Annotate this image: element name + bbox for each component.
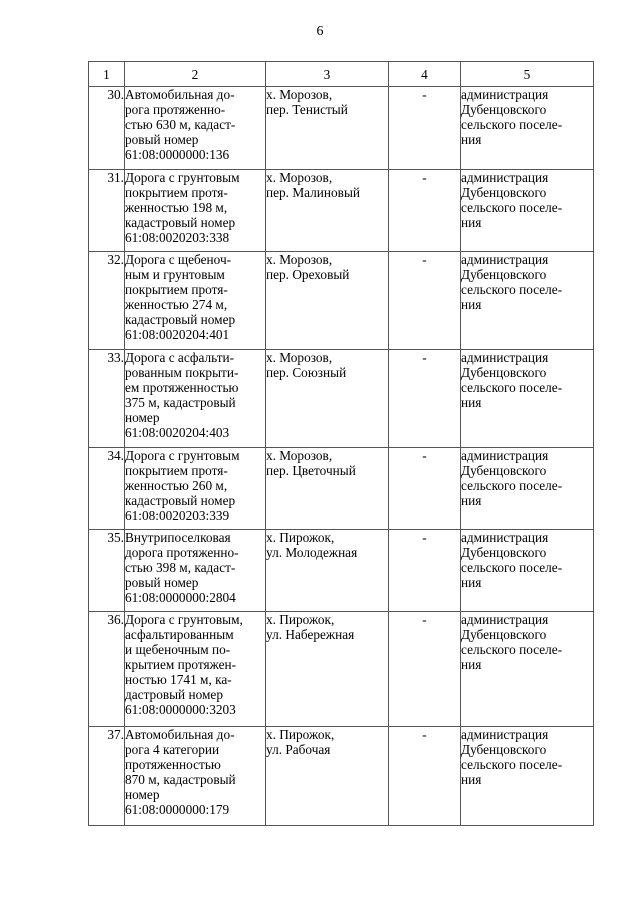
road-administration bbox=[461, 727, 594, 826]
header-col-2: 2 bbox=[125, 62, 266, 87]
road-administration-line: сельского поселе- bbox=[461, 478, 563, 493]
road-address bbox=[266, 87, 389, 170]
row-number: 37. bbox=[89, 727, 125, 826]
road-description bbox=[125, 612, 266, 727]
road-address-line: пер. Союзный bbox=[266, 365, 347, 380]
header-col-3: 3 bbox=[266, 62, 389, 87]
road-description-line: асфальтированным bbox=[125, 627, 234, 642]
road-address-line: х. Пирожок, bbox=[266, 727, 335, 742]
road-description bbox=[125, 350, 266, 448]
table-row bbox=[89, 87, 594, 170]
road-description-line: 61:08:0000000:3203 bbox=[125, 702, 236, 717]
road-description-line: женностью 274 м, bbox=[125, 297, 228, 312]
row-number: 32. bbox=[89, 252, 125, 350]
page-number: 6 bbox=[316, 24, 324, 39]
column-4-value: - bbox=[389, 170, 461, 252]
road-address-line: пер. Тенистый bbox=[266, 102, 348, 117]
road-description-line: дорога протяженно- bbox=[125, 545, 239, 560]
road-administration-line: сельского поселе- bbox=[461, 757, 563, 772]
road-description-line: 61:08:0000000:136 bbox=[125, 147, 230, 162]
road-administration-line: сельского поселе- bbox=[461, 380, 563, 395]
road-administration-line: сельского поселе- bbox=[461, 560, 563, 575]
road-administration-line: администрация bbox=[461, 727, 549, 742]
road-description-line: дастровый номер bbox=[125, 687, 223, 702]
row-number: 35. bbox=[89, 530, 125, 612]
road-address-line: ул. Набережная bbox=[266, 627, 355, 642]
road-description-line: Внутрипоселковая bbox=[125, 530, 231, 545]
column-4-value: - bbox=[389, 727, 461, 826]
road-address bbox=[266, 727, 389, 826]
road-administration-line: администрация bbox=[461, 170, 549, 185]
road-description bbox=[125, 87, 266, 170]
road-address-line: ул. Рабочая bbox=[266, 742, 331, 757]
road-description-line: номер bbox=[125, 787, 160, 802]
road-administration bbox=[461, 170, 594, 252]
road-address-line: пер. Цветочный bbox=[266, 463, 356, 478]
column-4-value: - bbox=[389, 530, 461, 612]
road-address bbox=[266, 170, 389, 252]
table-row bbox=[89, 170, 594, 252]
road-administration-line: Дубенцовского bbox=[461, 267, 547, 282]
road-address-line: х. Морозов, bbox=[266, 252, 333, 267]
road-description-line: женностью 260 м, bbox=[125, 478, 228, 493]
road-administration-line: администрация bbox=[461, 252, 549, 267]
road-administration-line: сельского поселе- bbox=[461, 282, 563, 297]
road-address-line: х. Пирожок, bbox=[266, 612, 335, 627]
header-col-5: 5 bbox=[461, 62, 594, 87]
road-description-line: 61:08:0020203:339 bbox=[125, 508, 230, 523]
road-administration-line: сельского поселе- bbox=[461, 117, 563, 132]
road-administration bbox=[461, 530, 594, 612]
table-row bbox=[89, 252, 594, 350]
road-description-line: рованным покрыти- bbox=[125, 365, 239, 380]
table-row bbox=[89, 612, 594, 727]
road-address-line: х. Пирожок, bbox=[266, 530, 335, 545]
road-administration-line: ния bbox=[461, 772, 482, 787]
road-description-line: ровый номер bbox=[125, 575, 199, 590]
road-administration bbox=[461, 612, 594, 727]
row-number: 36. bbox=[89, 612, 125, 727]
road-address-line: х. Морозов, bbox=[266, 87, 333, 102]
road-address-line: х. Морозов, bbox=[266, 350, 333, 365]
road-description-line: кадастровый номер bbox=[125, 215, 236, 230]
road-administration-line: Дубенцовского bbox=[461, 463, 547, 478]
road-description-line: женностью 198 м, bbox=[125, 200, 228, 215]
road-administration-line: ния bbox=[461, 395, 482, 410]
road-administration-line: ния bbox=[461, 132, 482, 147]
road-description-line: покрытием протя- bbox=[125, 282, 228, 297]
table-row bbox=[89, 530, 594, 612]
column-4-value: - bbox=[389, 252, 461, 350]
road-description-line: Автомобильная до- bbox=[125, 87, 235, 102]
road-address-line: х. Морозов, bbox=[266, 448, 333, 463]
table-header-row bbox=[89, 62, 594, 87]
road-description-line: и щебеночным по- bbox=[125, 642, 231, 657]
road-administration bbox=[461, 448, 594, 530]
road-description-line: ностью 1741 м, ка- bbox=[125, 672, 232, 687]
road-administration-line: ния bbox=[461, 493, 482, 508]
road-administration bbox=[461, 252, 594, 350]
row-number: 33. bbox=[89, 350, 125, 448]
road-administration-line: администрация bbox=[461, 350, 549, 365]
road-description-line: ровый номер bbox=[125, 132, 199, 147]
road-address-line: пер. Ореховый bbox=[266, 267, 350, 282]
header-col-4: 4 bbox=[389, 62, 461, 87]
road-address bbox=[266, 448, 389, 530]
road-address bbox=[266, 252, 389, 350]
road-description-line: номер bbox=[125, 410, 160, 425]
road-administration-line: ния bbox=[461, 575, 482, 590]
row-number: 31. bbox=[89, 170, 125, 252]
header-col-1: 1 bbox=[89, 62, 125, 87]
road-description-line: ным и грунтовым bbox=[125, 267, 225, 282]
road-address-line: ул. Молодежная bbox=[266, 545, 358, 560]
table-row bbox=[89, 448, 594, 530]
road-administration-line: администрация bbox=[461, 612, 549, 627]
road-description-line: 870 м, кадастровый bbox=[125, 772, 236, 787]
road-description-line: рога протяженно- bbox=[125, 102, 226, 117]
road-administration bbox=[461, 87, 594, 170]
road-description-line: 61:08:0000000:179 bbox=[125, 802, 230, 817]
road-address-line: х. Морозов, bbox=[266, 170, 333, 185]
road-administration-line: ния bbox=[461, 297, 482, 312]
road-administration-line: ния bbox=[461, 215, 482, 230]
road-description-line: 375 м, кадастровый bbox=[125, 395, 236, 410]
road-description bbox=[125, 530, 266, 612]
column-4-value: - bbox=[389, 87, 461, 170]
road-administration-line: ния bbox=[461, 657, 482, 672]
column-4-value: - bbox=[389, 448, 461, 530]
road-description-line: стью 630 м, кадаст- bbox=[125, 117, 236, 132]
road-description-line: покрытием протя- bbox=[125, 463, 228, 478]
road-address bbox=[266, 350, 389, 448]
road-administration-line: Дубенцовского bbox=[461, 742, 547, 757]
road-description bbox=[125, 252, 266, 350]
road-description-line: крытием протяжен- bbox=[125, 657, 237, 672]
road-description-line: Дорога с грунтовым bbox=[125, 170, 240, 185]
road-description bbox=[125, 727, 266, 826]
road-administration-line: администрация bbox=[461, 448, 549, 463]
road-description-line: ем протяженностью bbox=[125, 380, 239, 395]
road-description bbox=[125, 170, 266, 252]
road-administration-line: Дубенцовского bbox=[461, 365, 547, 380]
road-description-line: покрытием протя- bbox=[125, 185, 228, 200]
row-number: 34. bbox=[89, 448, 125, 530]
road-description-line: Дорога с щебеноч- bbox=[125, 252, 232, 267]
road-description-line: Дорога с асфальти- bbox=[125, 350, 235, 365]
road-description-line: 61:08:0000000:2804 bbox=[125, 590, 236, 605]
road-administration-line: Дубенцовского bbox=[461, 102, 547, 117]
road-address bbox=[266, 530, 389, 612]
column-4-value: - bbox=[389, 350, 461, 448]
road-description-line: протяженностью bbox=[125, 757, 221, 772]
column-4-value: - bbox=[389, 612, 461, 727]
road-description-line: Дорога с грунтовым, bbox=[125, 612, 243, 627]
road-description-line: кадастровый номер bbox=[125, 312, 236, 327]
road-administration-line: Дубенцовского bbox=[461, 185, 547, 200]
road-description-line: Автомобильная до- bbox=[125, 727, 235, 742]
road-description-line: стью 398 м, кадаст- bbox=[125, 560, 236, 575]
road-administration-line: Дубенцовского bbox=[461, 627, 547, 642]
table-row bbox=[89, 350, 594, 448]
table-row bbox=[89, 727, 594, 826]
road-description-line: 61:08:0020204:403 bbox=[125, 425, 230, 440]
row-number: 30. bbox=[89, 87, 125, 170]
road-description bbox=[125, 448, 266, 530]
road-administration-line: администрация bbox=[461, 87, 549, 102]
road-administration bbox=[461, 350, 594, 448]
road-administration-line: сельского поселе- bbox=[461, 200, 563, 215]
road-description-line: 61:08:0020204:401 bbox=[125, 327, 230, 342]
road-administration-line: Дубенцовского bbox=[461, 545, 547, 560]
road-address-line: пер. Малиновый bbox=[266, 185, 361, 200]
road-description-line: кадастровый номер bbox=[125, 493, 236, 508]
road-address bbox=[266, 612, 389, 727]
road-administration-line: сельского поселе- bbox=[461, 642, 563, 657]
road-description-line: 61:08:0020203:338 bbox=[125, 230, 230, 245]
road-administration-line: администрация bbox=[461, 530, 549, 545]
roads-table bbox=[88, 61, 594, 826]
road-description-line: Дорога с грунтовым bbox=[125, 448, 240, 463]
road-description-line: рога 4 категории bbox=[125, 742, 220, 757]
